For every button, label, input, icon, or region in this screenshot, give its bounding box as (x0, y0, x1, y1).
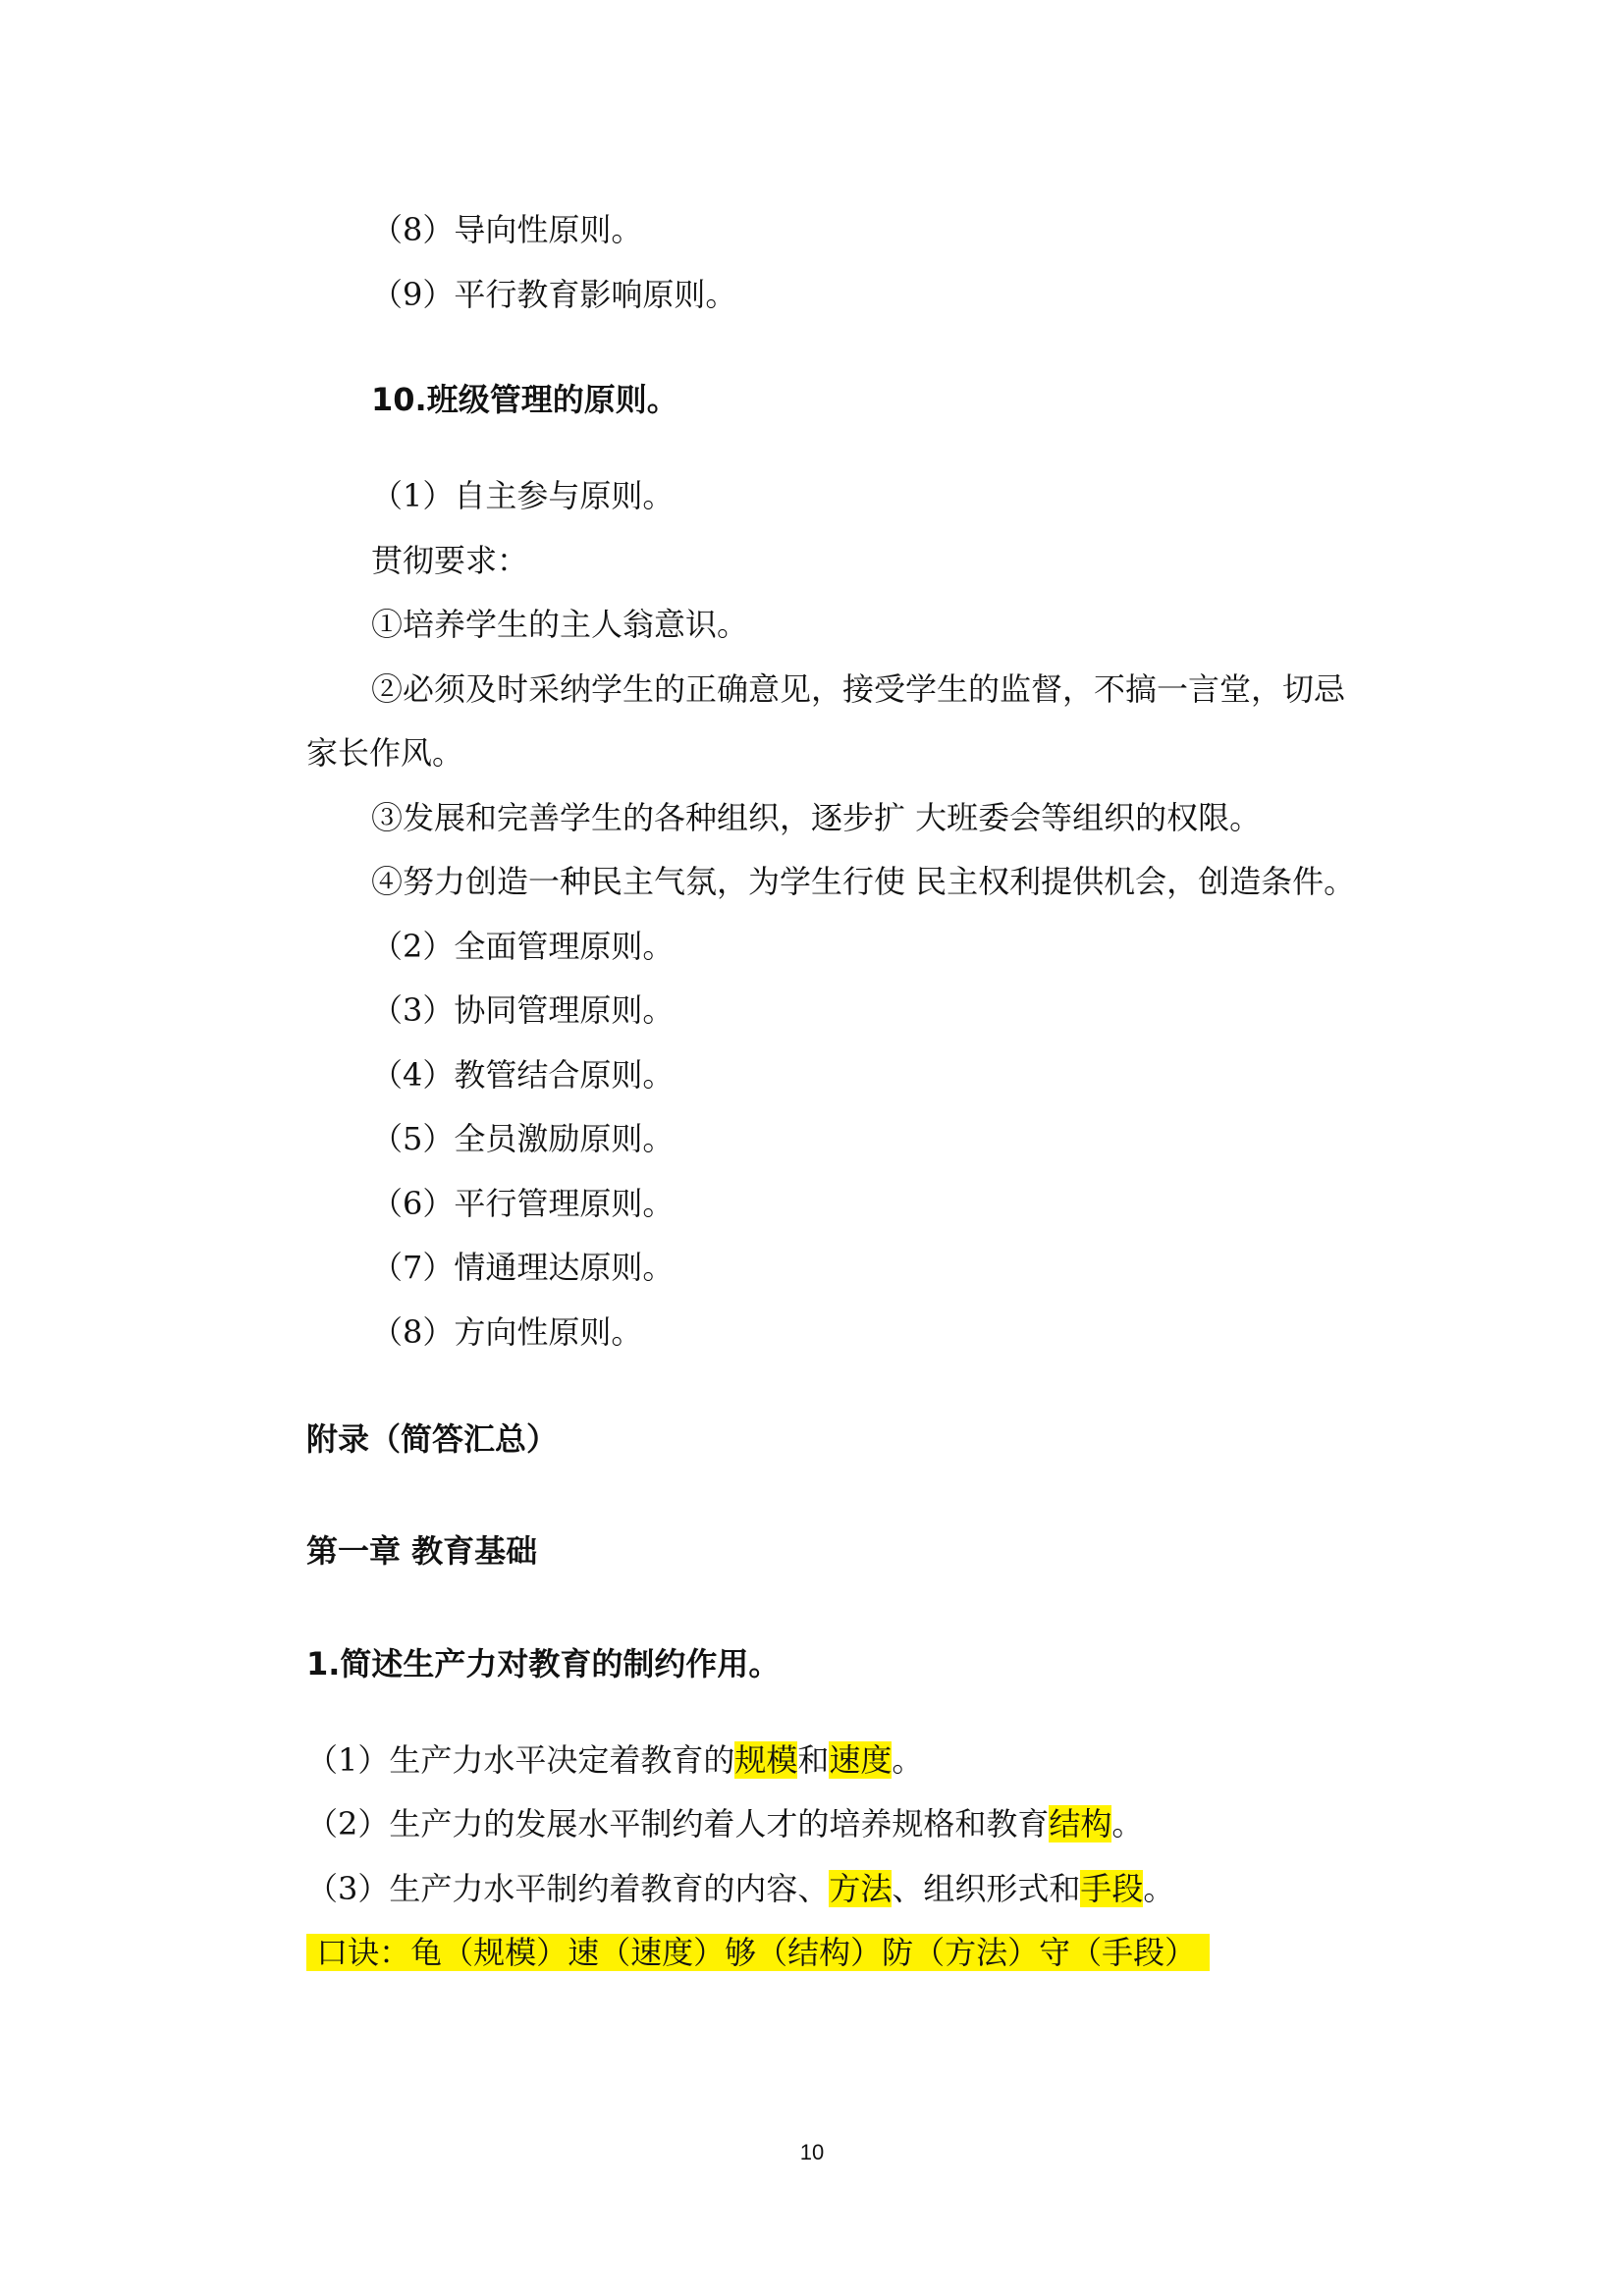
highlight: 结构 (1049, 1805, 1112, 1842)
list-item: （1）自主参与原则。 (371, 477, 675, 514)
requirements-label: 贯彻要求： (371, 542, 529, 579)
list-item: （8）方向性原则。 (371, 1313, 643, 1351)
list-item: （3）协同管理原则。 (371, 991, 675, 1029)
list-item: （6）平行管理原则。 (371, 1185, 675, 1222)
highlight: 手段 (1080, 1870, 1144, 1907)
list-item: （5）全员激励原则。 (371, 1120, 675, 1157)
list-item: （7）情通理达原则。 (371, 1249, 675, 1286)
page-number: 10 (799, 2140, 825, 2164)
answer-point: （1）生产力水平决定着教育的规模和速度。 (306, 1741, 924, 1779)
highlight: 规模 (734, 1741, 798, 1779)
appendix-title: 附录（简答汇总） (306, 1420, 559, 1458)
highlight: 速度 (829, 1741, 893, 1779)
mnemonic-text: 口诀：龟（规模）速（速度）够（结构）防（方法）守（手段） (306, 1934, 1210, 1971)
list-item: （4）教管结合原则。 (371, 1056, 675, 1094)
requirement-item-continued: 家长作风。 (306, 734, 464, 772)
answer-point: （2）生产力的发展水平制约着人才的培养规格和教育结构。 (306, 1805, 1144, 1842)
mnemonic (306, 1931, 1210, 1974)
list-item: （9）平行教育影响原则。 (371, 276, 737, 313)
requirement-item: ②必须及时采纳学生的正确意见，接受学生的监督，不搞一言堂，切忌 (371, 670, 1346, 708)
answer-point: （3）生产力水平制约着教育的内容、方法、组织形式和手段。 (306, 1870, 1175, 1907)
question-heading: 10.班级管理的原则。 (371, 381, 678, 418)
chapter-title: 第一章 教育基础 (306, 1532, 538, 1570)
requirement-item: ①培养学生的主人翁意识。 (371, 606, 749, 643)
highlight: 方法 (829, 1870, 893, 1907)
requirement-item: ③发展和完善学生的各种组织，逐步扩 大班委会等组织的权限。 (371, 799, 1262, 836)
requirement-item: ④努力创造一种民主气氛，为学生行使 民主权利提供机会，创造条件。 (371, 863, 1356, 900)
list-item: （8）导向性原则。 (371, 211, 643, 248)
list-item: （2）全面管理原则。 (371, 928, 675, 965)
question-heading: 1.简述生产力对教育的制约作用。 (306, 1645, 781, 1682)
